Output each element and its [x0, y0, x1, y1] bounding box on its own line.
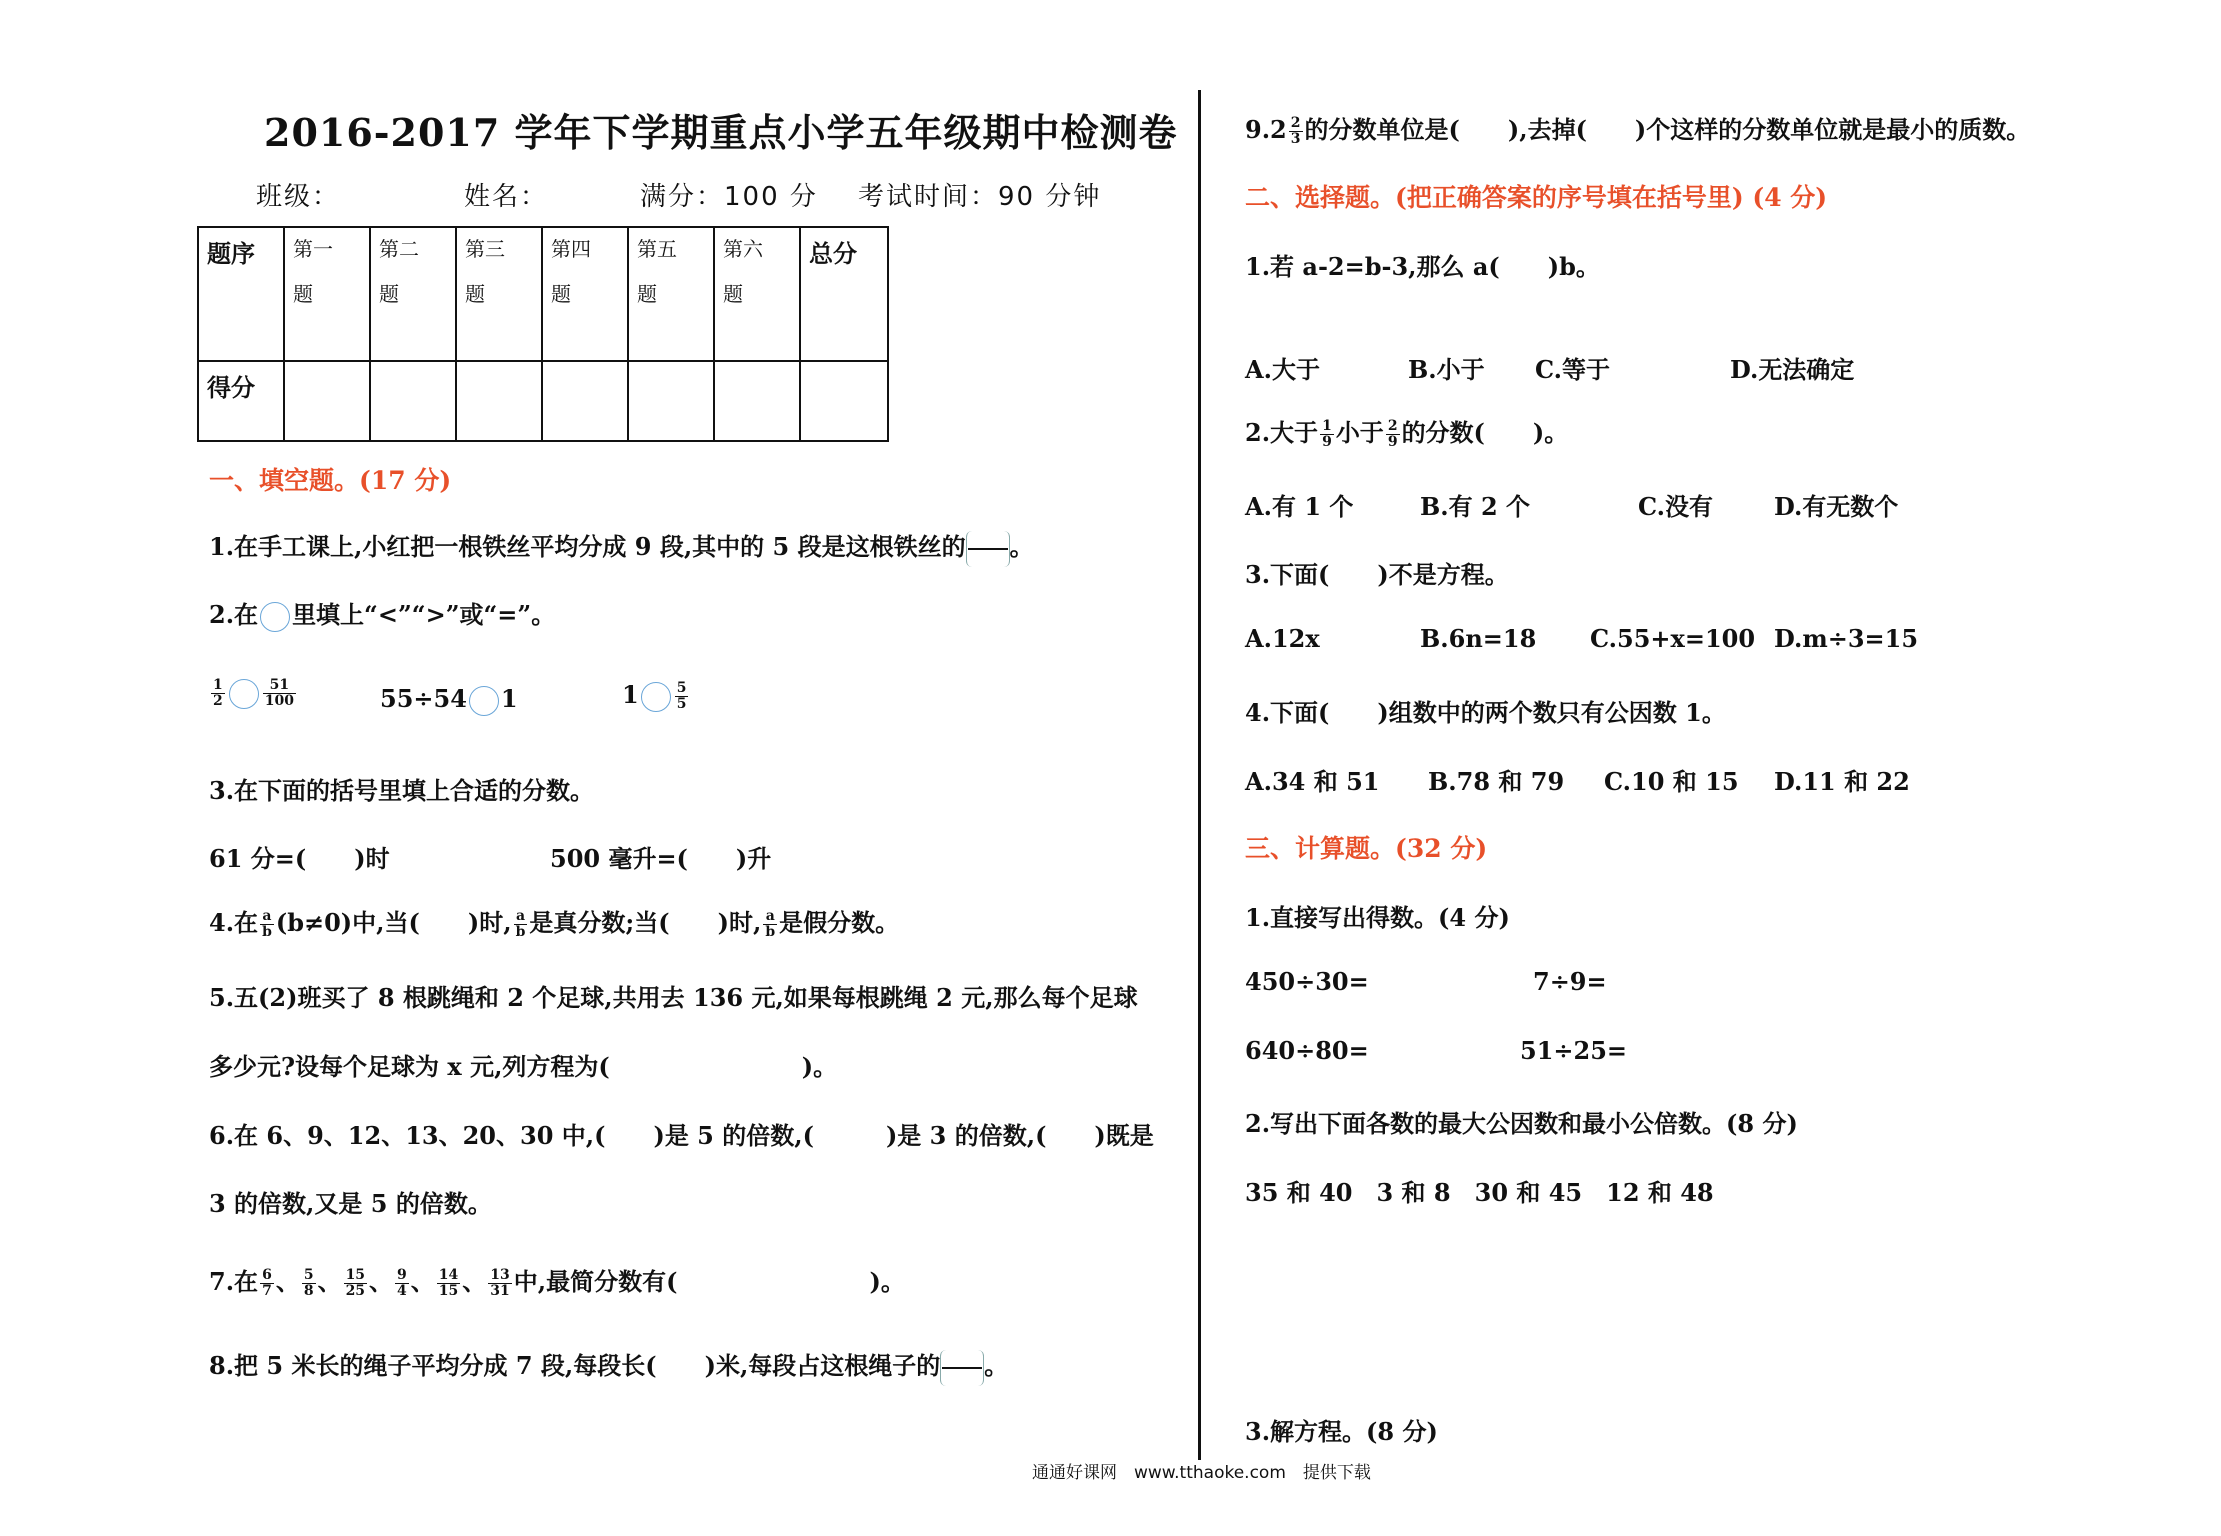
- choice-1: 1.若 a-2=b-3,那么 a( )b。: [1245, 252, 1600, 281]
- calc-3: 3.解方程。(8 分): [1245, 1417, 1438, 1446]
- section-2-heading: 二、选择题。(把正确答案的序号填在括号里) (4 分): [1245, 183, 1828, 212]
- score-cell[interactable]: [628, 361, 714, 441]
- fraction: $\frac{51}{100}$: [264, 677, 294, 709]
- score-col-5: 第五 题: [628, 227, 714, 361]
- page-title: 2016-2017 学年下学期重点小学五年级期中检测卷: [264, 110, 1178, 155]
- question-3: 3.在下面的括号里填上合适的分数。: [209, 776, 595, 805]
- choice-1-option-a[interactable]: A.大于: [1245, 355, 1320, 384]
- question-5-line-1: 5.五(2)班买了 8 根跳绳和 2 个足球,共用去 136 元,如果每根跳绳 2 元,那么每个足球: [209, 983, 1138, 1012]
- fraction: $\frac{1}{9}$: [1322, 418, 1332, 450]
- footer-source: 通通好课网 www.tthaoke.com 提供下载: [1032, 1463, 1371, 1483]
- choice-1-option-c[interactable]: C.等于: [1535, 355, 1611, 384]
- score-cell[interactable]: [284, 361, 370, 441]
- section-1-heading: 一、填空题。(17 分): [209, 466, 452, 495]
- choice-1-option-d[interactable]: D.无法确定: [1730, 355, 1855, 384]
- question-8: 8.把 5 米长的绳子平均分成 7 段,每段长( )米,每段占这根绳子的 。: [209, 1346, 1008, 1386]
- compare-circle[interactable]: [469, 686, 499, 716]
- choice-2-option-b[interactable]: B.有 2 个: [1420, 492, 1531, 521]
- fraction: $\frac{6}{7}$: [262, 1267, 272, 1299]
- score-table-header: 题序: [198, 227, 284, 361]
- question-4: 4.在 $\frac{a}{b}$ (b≠0)中,当( )时, $\frac{a}{b}$ 是真分数;当( )时, $\frac{a}{b}$ 是假分数。: [209, 908, 900, 940]
- score-cell[interactable]: [370, 361, 456, 441]
- score-col-6: 第六 题: [714, 227, 800, 361]
- fraction: $\frac{1}{2}$: [213, 677, 223, 709]
- score-col-3: 第三 题: [456, 227, 542, 361]
- question-9: 9.2 $\frac{2}{3}$ 的分数单位是( ),去掉( )个这样的分数单位就是最小的质数。: [1245, 115, 2031, 147]
- section-3-heading: 三、计算题。(32 分): [1245, 834, 1488, 863]
- fraction: $\frac{5}{8}$: [303, 1267, 314, 1299]
- choice-2-option-d[interactable]: D.有无数个: [1774, 492, 1899, 521]
- calc-1-item-3: 640÷80=: [1245, 1036, 1369, 1065]
- question-2-items: [209, 677, 298, 709]
- choice-2-option-a[interactable]: A.有 1 个: [1245, 492, 1354, 521]
- calc-1-item-2: 7÷9=: [1533, 967, 1607, 996]
- calc-2-items: 35 和 40 3 和 8 30 和 45 12 和 48: [1245, 1178, 1714, 1207]
- compare-circle[interactable]: [641, 682, 671, 712]
- class-label: 班级：: [256, 182, 341, 212]
- choice-3-option-d[interactable]: D.m÷3=15: [1774, 624, 1919, 653]
- fraction: $\frac{a}{b}$: [262, 908, 272, 940]
- score-row-label: 得分: [198, 361, 284, 441]
- score-total-header: 总分: [800, 227, 888, 361]
- score-total-cell[interactable]: [800, 361, 888, 441]
- compare-circle[interactable]: [229, 679, 259, 709]
- fraction: $\frac{13}{31}$: [490, 1267, 510, 1299]
- score-cell[interactable]: [714, 361, 800, 441]
- question-7: 7.在 $\frac{6}{7}$ 、 $\frac{5}{8}$ 、 $\frac{15}{25}$ 、 $\frac{9}{4}$ 、 $\frac{14}{15}$ 、 $\frac{13}{31}$ 中,最简分数有( )。: [209, 1267, 905, 1299]
- calc-1-item-4: 51÷25=: [1520, 1036, 1628, 1065]
- calc-1: 1.直接写出得数。(4 分): [1245, 903, 1510, 932]
- fraction: $\frac{a}{b}$: [765, 908, 776, 940]
- fraction: $\frac{a}{b}$: [515, 908, 526, 940]
- calc-1-item-1: 450÷30=: [1245, 967, 1369, 996]
- question-3-b: 500 毫升=( )升: [550, 844, 772, 873]
- choice-2-option-c[interactable]: C.没有: [1638, 492, 1714, 521]
- choice-3-option-c[interactable]: C.55+x=100: [1590, 624, 1756, 653]
- score-col-2: 第二 题: [370, 227, 456, 361]
- choice-4-option-d[interactable]: D.11 和 22: [1774, 767, 1910, 796]
- choice-3: 3.下面( )不是方程。: [1245, 560, 1509, 589]
- choice-3-option-b[interactable]: B.6n=18: [1420, 624, 1537, 653]
- question-6-line-1: 6.在 6、9、12、13、20、30 中,( )是 5 的倍数,( )是 3 的倍数,( )既是: [209, 1121, 1154, 1150]
- question-1: 1.在手工课上,小红把一根铁丝平均分成 9 段,其中的 5 段是这根铁丝的 。: [209, 527, 1034, 567]
- choice-4-option-b[interactable]: B.78 和 79: [1428, 767, 1565, 796]
- score-table: [197, 226, 889, 442]
- choice-4-option-a[interactable]: A.34 和 51: [1245, 767, 1380, 796]
- question-2-item-2: 55÷54 1: [380, 684, 518, 716]
- question-2: 2.在 里填上“<”“>”或“=”。: [209, 595, 555, 632]
- fraction: $\frac{15}{25}$: [345, 1267, 366, 1299]
- choice-4: 4.下面( )组数中的两个数只有公因数 1。: [1245, 698, 1726, 727]
- exam-time: 考试时间：90 分钟: [858, 182, 1102, 212]
- score-col-4: 第四 题: [542, 227, 628, 361]
- score-cell[interactable]: [456, 361, 542, 441]
- name-label: 姓名：: [464, 182, 549, 212]
- column-divider: [1198, 90, 1201, 1460]
- fraction: $\frac{5}{5}$: [676, 680, 687, 712]
- calc-2: 2.写出下面各数的最大公因数和最小公倍数。(8 分): [1245, 1109, 1798, 1138]
- question-2-item-3: 1 $\frac{5}{5}$: [622, 680, 687, 712]
- choice-2: 2.大于 $\frac{1}{9}$ 小于 $\frac{2}{9}$ 的分数( )。: [1245, 418, 1569, 450]
- answer-fraction-box[interactable]: [966, 531, 1010, 567]
- question-3-a: 61 分=( )时: [209, 844, 390, 873]
- choice-1-option-b[interactable]: B.小于: [1408, 355, 1485, 384]
- answer-fraction-box[interactable]: [940, 1350, 984, 1386]
- fraction: $\frac{14}{15}$: [438, 1267, 459, 1299]
- score-col-1: 第一 题: [284, 227, 370, 361]
- choice-3-option-a[interactable]: A.12x: [1245, 624, 1320, 653]
- fraction: $\frac{9}{4}$: [397, 1267, 407, 1299]
- fraction: $\frac{2}{9}$: [1387, 418, 1398, 450]
- score-cell[interactable]: [542, 361, 628, 441]
- question-5-line-2: 多少元?设每个足球为 x 元,列方程为( )。: [209, 1052, 838, 1081]
- question-6-line-2: 3 的倍数,又是 5 的倍数。: [209, 1189, 492, 1218]
- choice-4-option-c[interactable]: C.10 和 15: [1604, 767, 1739, 796]
- compare-circle[interactable]: [260, 602, 290, 632]
- fraction: $\frac{2}{3}$: [1290, 115, 1301, 147]
- full-score: 满分：100 分: [640, 182, 818, 212]
